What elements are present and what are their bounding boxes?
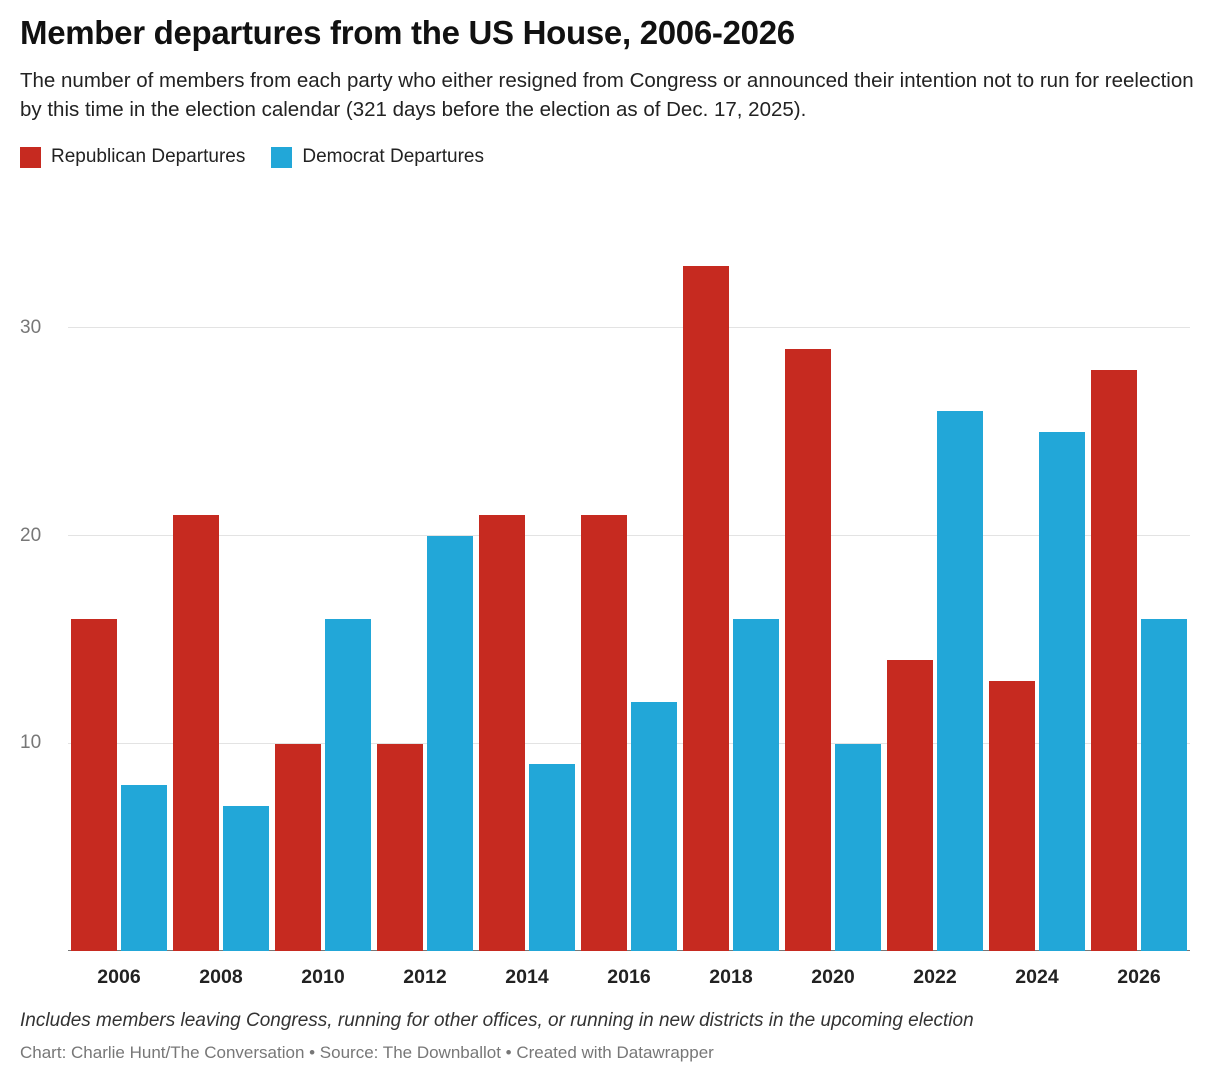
bar-republican[interactable] [785, 349, 831, 951]
chart-legend [20, 146, 1200, 168]
x-axis-label: 2024 [1015, 966, 1059, 989]
bar-group [884, 224, 986, 951]
bar-democrat[interactable] [631, 702, 677, 951]
chart-subtitle: The number of members from each party who either resigned from Congress or announced their intention not to run for reelection by this time in the election calendar (321 days before the election as of Dec. 17, 2025). [20, 68, 1194, 122]
bar-democrat[interactable] [835, 744, 881, 952]
x-axis-label: 2010 [301, 966, 345, 989]
legend-swatch-republican [20, 147, 41, 168]
bar-group [986, 224, 1088, 951]
legend-item-democrat[interactable] [271, 146, 484, 168]
x-axis-label: 2020 [811, 966, 855, 989]
x-axis-label: 2016 [607, 966, 651, 989]
y-axis-tick-label: 30 [20, 317, 42, 339]
bar-democrat[interactable] [937, 411, 983, 951]
x-axis-labels [68, 966, 1190, 989]
bar-republican[interactable] [71, 619, 117, 951]
bar-democrat[interactable] [121, 785, 167, 951]
x-axis-label: 2022 [913, 966, 957, 989]
bar-group [782, 224, 884, 951]
bar-group [272, 224, 374, 951]
bar-group [68, 224, 170, 951]
bar-republican[interactable] [173, 515, 219, 951]
legend-label-democrat: Democrat Departures [302, 146, 484, 168]
bar-republican[interactable] [275, 744, 321, 952]
bar-democrat[interactable] [223, 806, 269, 951]
bar-republican[interactable] [479, 515, 525, 951]
legend-swatch-democrat [271, 147, 292, 168]
bar-democrat[interactable] [733, 619, 779, 951]
bar-republican[interactable] [683, 266, 729, 952]
bar-group [476, 224, 578, 951]
x-axis-label: 2008 [199, 966, 243, 989]
bar-groups [68, 224, 1190, 951]
bar-group [170, 224, 272, 951]
bar-group [374, 224, 476, 951]
chart-footnote: Includes members leaving Congress, running for other offices, or running in new districts in the upcoming election [20, 1010, 974, 1032]
bar-democrat[interactable] [325, 619, 371, 951]
x-axis-label: 2006 [97, 966, 141, 989]
bar-group [1088, 224, 1190, 951]
legend-label-republican: Republican Departures [51, 146, 246, 168]
legend-item-republican[interactable] [20, 146, 245, 168]
x-axis-label: 2018 [709, 966, 753, 989]
bar-democrat[interactable] [1039, 432, 1085, 951]
bar-group [578, 224, 680, 951]
bar-republican[interactable] [989, 681, 1035, 951]
x-axis-label: 2014 [505, 966, 549, 989]
bar-republican[interactable] [377, 744, 423, 952]
x-axis-label: 2012 [403, 966, 447, 989]
y-axis-tick-label: 10 [20, 732, 42, 754]
bar-democrat[interactable] [427, 536, 473, 951]
page-title: Member departures from the US House, 2006-2026 [20, 14, 795, 51]
chart-plot-area [20, 224, 1200, 1009]
bar-democrat[interactable] [1141, 619, 1187, 951]
bar-democrat[interactable] [529, 764, 575, 951]
bar-republican[interactable] [1091, 370, 1137, 952]
bar-republican[interactable] [581, 515, 627, 951]
bar-republican[interactable] [887, 660, 933, 951]
x-axis-label: 2026 [1117, 966, 1161, 989]
chart-credit: Chart: Charlie Hunt/The Conversation • Source: The Downballot • Created with Datawrapper [20, 1042, 714, 1062]
bar-group [680, 224, 782, 951]
y-axis-tick-label: 20 [20, 524, 42, 546]
plot [68, 224, 1190, 951]
